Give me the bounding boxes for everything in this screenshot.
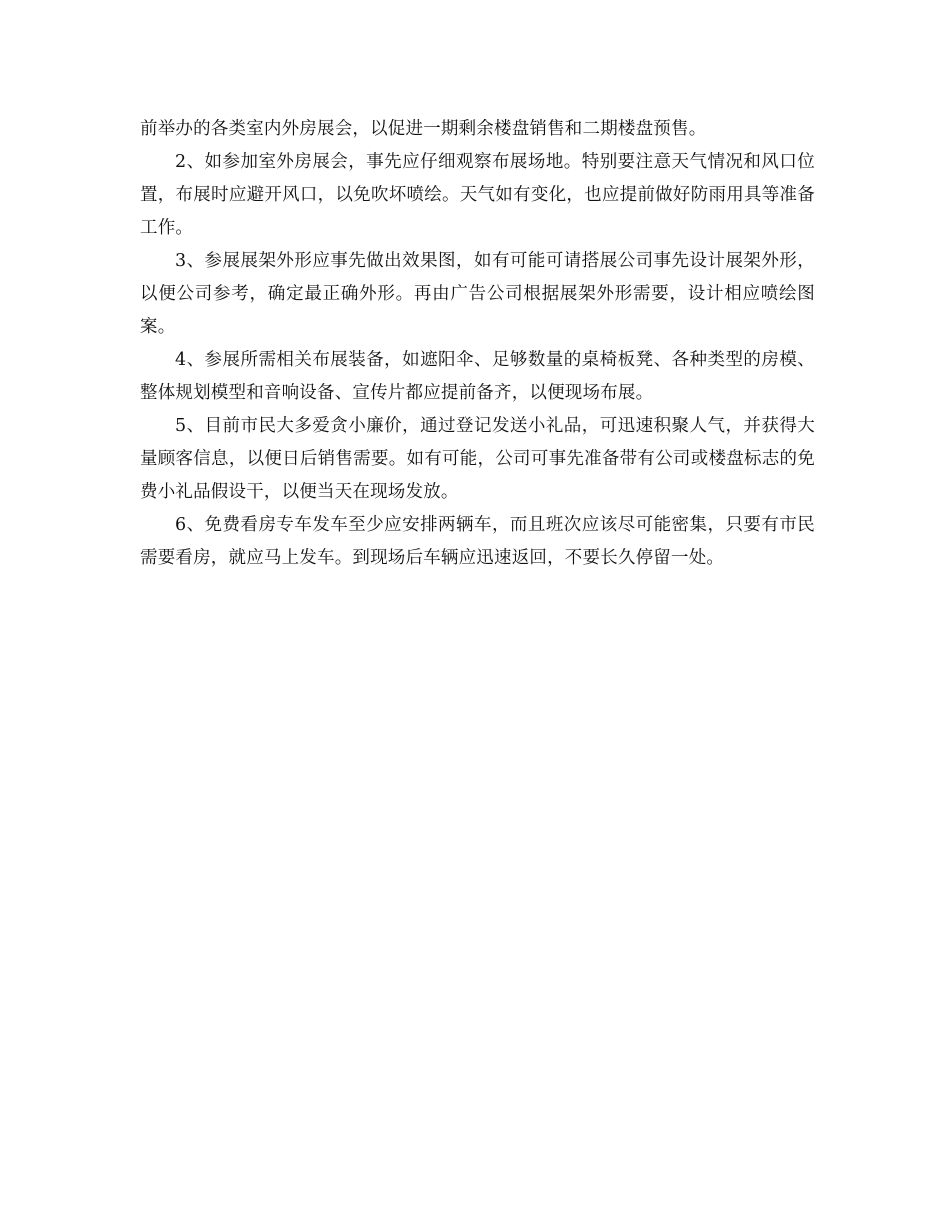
paragraph-continuation: 前举办的各类室内外房展会，以促进一期剩余楼盘销售和二期楼盘预售。: [140, 119, 707, 139]
paragraph-item-3: 3、参展展架外形应事先做出效果图，如有可能可请搭展公司事先设计展架外形，以便公司参考，确定最正确外形。再由广告公司根据展架外形需要，设计相应喷绘图案。: [140, 251, 815, 337]
paragraph-item-4: 4、参展所需相关布展装备，如遮阳伞、足够数量的桌椅板凳、各种类型的房模、整体规划模型和音响设备、宣传片都应提前备齐，以便现场布展。: [140, 350, 815, 403]
paragraph-item-5: 5、目前市民大多爱贪小廉价，通过登记发送小礼品，可迅速积聚人气，并获得大量顾客信息，以便日后销售需要。如有可能，公司可事先准备带有公司或楼盘标志的免费小礼品假设干，以便当天在现场发放。: [140, 416, 815, 502]
document-body: [140, 113, 815, 575]
paragraph-item-6: 6、免费看房专车发车至少应安排两辆车，而且班次应该尽可能密集，只要有市民需要看房，就应马上发车。到现场后车辆应迅速返回，不要长久停留一处。: [140, 515, 815, 568]
paragraph-item-2: 2、如参加室外房展会，事先应仔细观察布展场地。特别要注意天气情况和风口位置，布展时应避开风口，以免吹坏喷绘。天气如有变化，也应提前做好防雨用具等准备工作。: [140, 152, 815, 238]
